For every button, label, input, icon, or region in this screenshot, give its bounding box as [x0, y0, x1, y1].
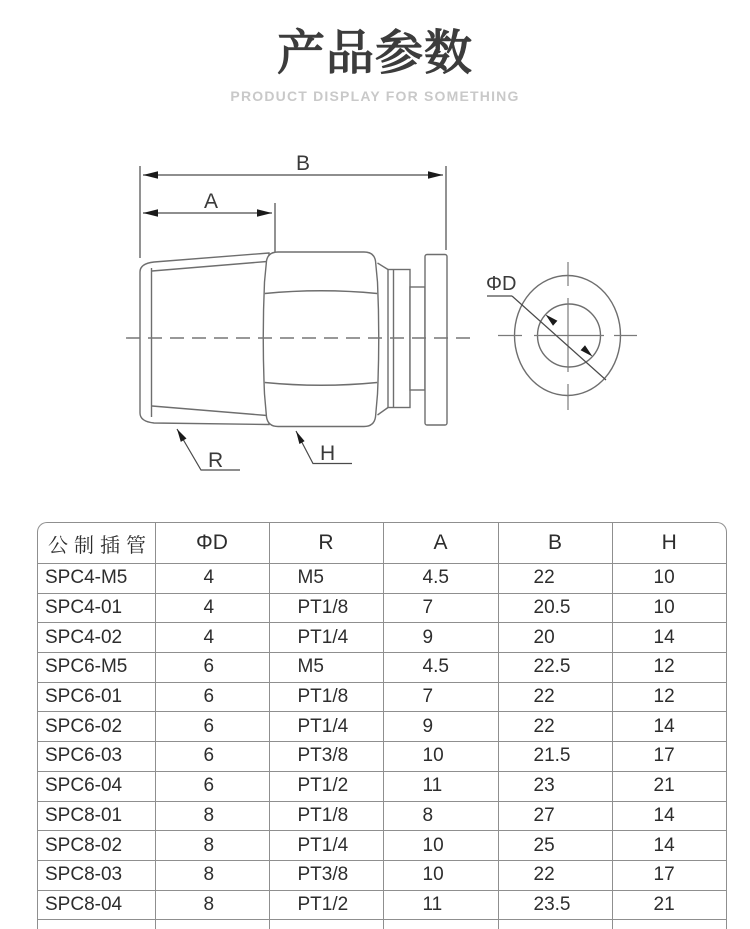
label-h: H — [320, 442, 335, 465]
table-cell: 14 — [612, 712, 726, 742]
table-cell: SPC4-01 — [38, 593, 155, 623]
table-cell: 23 — [498, 771, 612, 801]
table-cell: SPC4-02 — [38, 623, 155, 653]
arrow-b-left — [143, 171, 158, 179]
table-cell: SPC6-M5 — [38, 653, 155, 683]
end-view-centerlines — [498, 262, 637, 410]
table-cell: 4 — [155, 564, 269, 594]
table-cell: SPC6-04 — [38, 771, 155, 801]
dimension-b — [140, 166, 446, 258]
table-cell: SPC8-01 — [38, 801, 155, 831]
column-header: R — [269, 523, 383, 564]
table-cell: 10 — [612, 593, 726, 623]
table-cell: 11 — [383, 771, 498, 801]
table-cell: 7 — [383, 593, 498, 623]
table-cell — [38, 920, 155, 929]
arrow-a-left — [143, 209, 158, 217]
table-cell: PT1/8 — [269, 682, 383, 712]
table-cell: 17 — [612, 860, 726, 890]
table-cell — [612, 920, 726, 929]
table-cell: SPC8-04 — [38, 890, 155, 920]
arrow-r — [177, 429, 187, 442]
table-cell: 17 — [612, 742, 726, 772]
table-cell: 14 — [612, 623, 726, 653]
table-cell: 8 — [155, 890, 269, 920]
table-cell: PT1/8 — [269, 593, 383, 623]
table-cell: M5 — [269, 653, 383, 683]
diameter-line — [512, 296, 606, 380]
table-cell: 14 — [612, 801, 726, 831]
table-row — [38, 653, 726, 683]
table-cell: PT1/2 — [269, 771, 383, 801]
label-r: R — [208, 449, 223, 472]
table-cell: PT1/2 — [269, 890, 383, 920]
table-cell: 7 — [383, 682, 498, 712]
table-cell: 8 — [155, 801, 269, 831]
table-cell — [269, 920, 383, 929]
table-cell: 12 — [612, 682, 726, 712]
table-cell: 9 — [383, 712, 498, 742]
table-cell: PT1/4 — [269, 712, 383, 742]
table-cell: 6 — [155, 682, 269, 712]
table-cell: 8 — [155, 860, 269, 890]
spec-table — [38, 523, 726, 929]
table-cell: 27 — [498, 801, 612, 831]
arrow-h — [296, 431, 305, 444]
table-cell: PT1/8 — [269, 801, 383, 831]
table-row — [38, 742, 726, 772]
table-row — [38, 712, 726, 742]
table-cell: 6 — [155, 653, 269, 683]
table-cell: 20.5 — [498, 593, 612, 623]
flange — [425, 255, 447, 426]
table-cell: 10 — [612, 564, 726, 594]
table-cell: PT3/8 — [269, 742, 383, 772]
table-row — [38, 593, 726, 623]
table-cell: 4.5 — [383, 564, 498, 594]
table-cell: SPC6-03 — [38, 742, 155, 772]
label-a: A — [204, 190, 218, 213]
table-cell: SPC6-01 — [38, 682, 155, 712]
table-row — [38, 623, 726, 653]
table-cell: SPC8-02 — [38, 831, 155, 861]
table-cell: 6 — [155, 712, 269, 742]
table-cell: 10 — [383, 831, 498, 861]
table-row — [38, 564, 726, 594]
table-cell: 6 — [155, 742, 269, 772]
table-cell: 12 — [612, 653, 726, 683]
table-cell: 10 — [383, 742, 498, 772]
label-phi-d: ΦD — [486, 273, 516, 295]
table-cell — [498, 920, 612, 929]
arrow-a-right — [257, 209, 272, 217]
arrow-b-right — [428, 171, 443, 179]
technical-drawing — [0, 130, 750, 510]
table-cell — [155, 920, 269, 929]
table-row — [38, 801, 726, 831]
table-cell: 14 — [612, 831, 726, 861]
table-cell — [383, 920, 498, 929]
table-cell: 4.5 — [383, 653, 498, 683]
table-cell: 4 — [155, 623, 269, 653]
page-title: 产品参数 — [0, 14, 750, 83]
header-row — [38, 523, 726, 564]
table-row — [38, 771, 726, 801]
table-cell: PT3/8 — [269, 860, 383, 890]
table-cell: 20 — [498, 623, 612, 653]
table-cell: 8 — [155, 831, 269, 861]
table-cell: 22 — [498, 682, 612, 712]
arrow-d-lower — [581, 345, 593, 356]
fitting-side-view — [140, 252, 447, 427]
table-cell: SPC4-M5 — [38, 564, 155, 594]
table-cell: 4 — [155, 593, 269, 623]
sleeve-outline — [140, 253, 269, 425]
table-cell: SPC8-03 — [38, 860, 155, 890]
table-cell: 21 — [612, 890, 726, 920]
table-cell: 21 — [612, 771, 726, 801]
table-row — [38, 831, 726, 861]
spec-table-head — [38, 523, 726, 564]
table-cell: 25 — [498, 831, 612, 861]
column-header: ΦD — [155, 523, 269, 564]
table-row — [38, 890, 726, 920]
table-cell: 8 — [383, 801, 498, 831]
table-row — [38, 682, 726, 712]
table-cell: PT1/4 — [269, 831, 383, 861]
column-header: H — [612, 523, 726, 564]
table-cell: M5 — [269, 564, 383, 594]
table-cell: 9 — [383, 623, 498, 653]
table-row-partial — [38, 920, 726, 929]
table-cell: PT1/4 — [269, 623, 383, 653]
table-cell: 10 — [383, 860, 498, 890]
spec-table-body — [38, 564, 726, 929]
hex-nut-outline — [263, 252, 379, 427]
table-cell: 23.5 — [498, 890, 612, 920]
table-cell: 6 — [155, 771, 269, 801]
table-cell: 22 — [498, 712, 612, 742]
arrow-d-upper — [546, 315, 558, 326]
label-b: B — [296, 152, 310, 175]
table-cell: 11 — [383, 890, 498, 920]
table-cell: 21.5 — [498, 742, 612, 772]
page-subtitle: PRODUCT DISPLAY FOR SOMETHING — [0, 88, 750, 104]
spec-table-wrap — [37, 522, 727, 929]
column-header: 公制插管 — [38, 523, 155, 564]
table-cell: 22.5 — [498, 653, 612, 683]
table-cell: 22 — [498, 564, 612, 594]
table-row — [38, 860, 726, 890]
column-header: B — [498, 523, 612, 564]
column-header: A — [383, 523, 498, 564]
table-cell: SPC6-02 — [38, 712, 155, 742]
table-cell: 22 — [498, 860, 612, 890]
